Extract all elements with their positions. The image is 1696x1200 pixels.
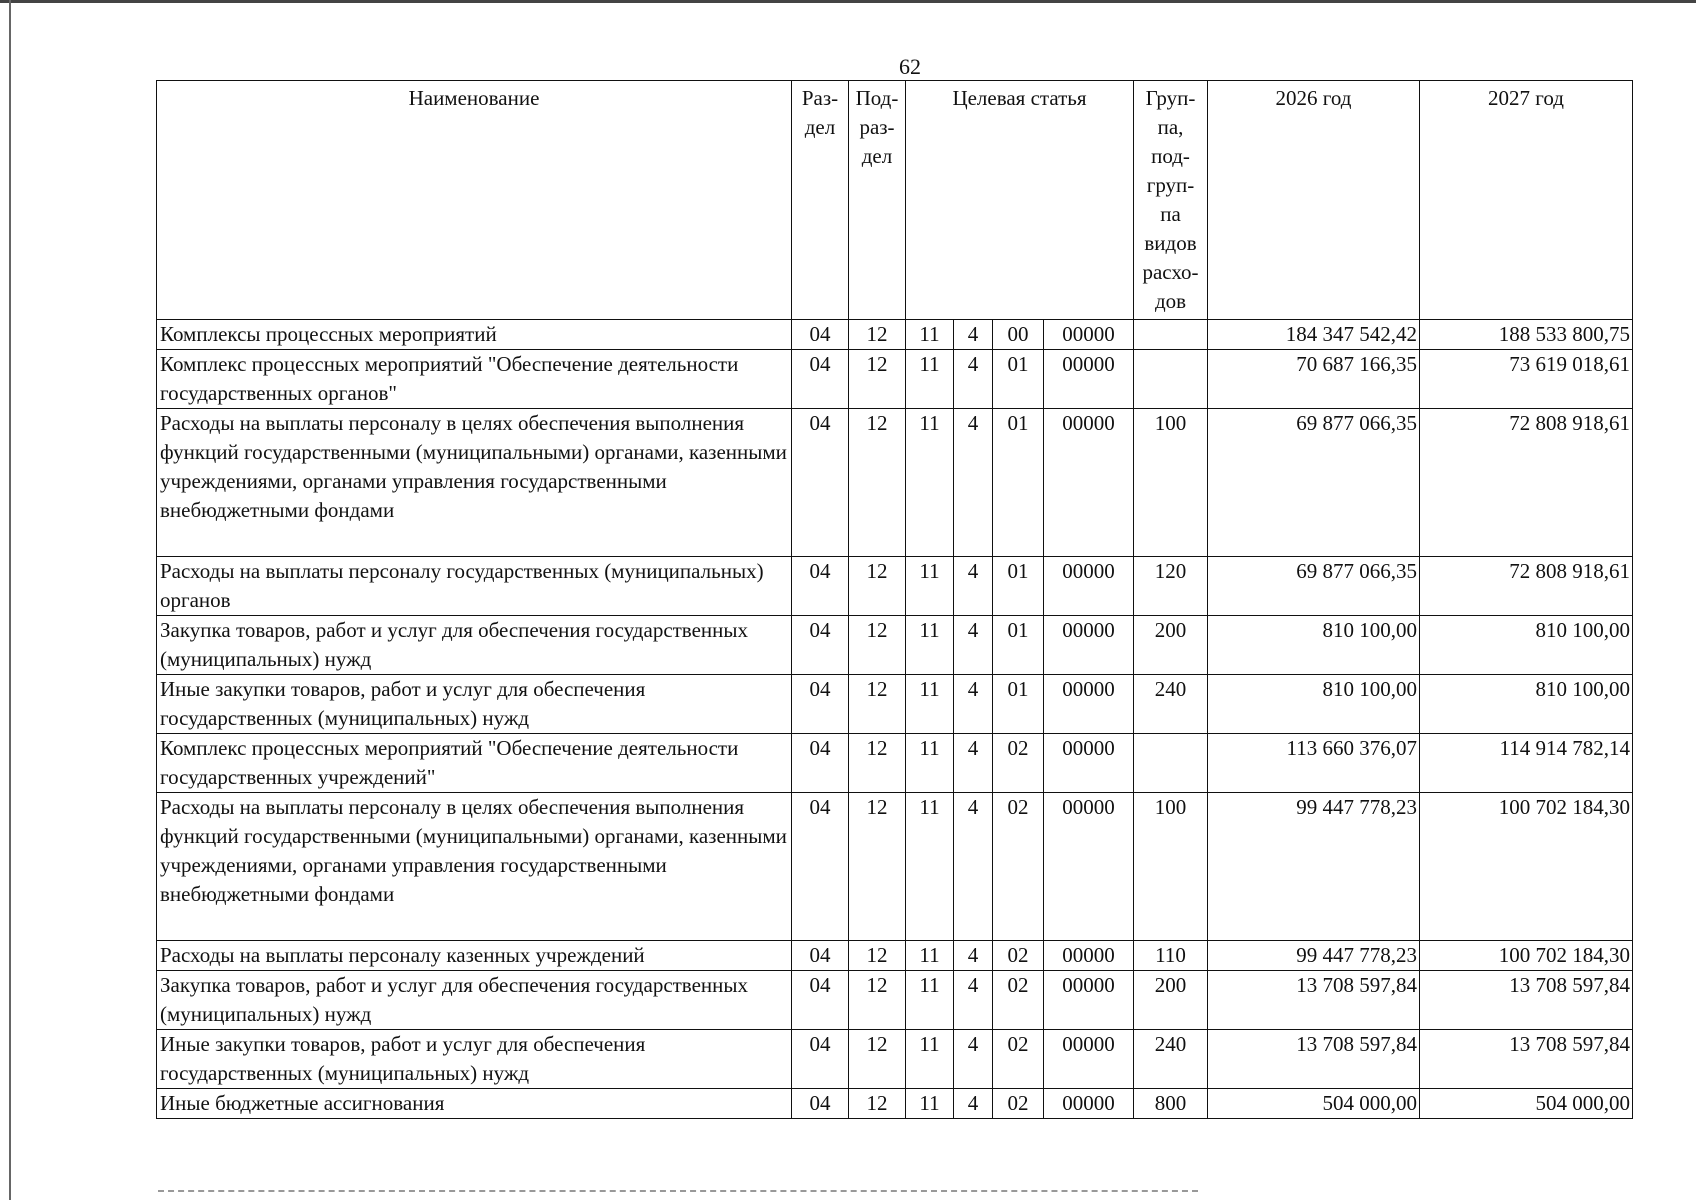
table-row xyxy=(157,350,1633,409)
row-name: Закупка товаров, работ и услуг для обеспечения государственных (муниципальных) нужд xyxy=(157,971,792,1030)
row-target-complex: 02 xyxy=(993,1089,1044,1119)
row-target-complex: 02 xyxy=(993,1030,1044,1089)
row-name: Комплекс процессных мероприятий "Обеспечение деятельности государственных органов" xyxy=(157,350,792,409)
row-subsection: 12 xyxy=(849,734,906,793)
row-section: 04 xyxy=(792,793,849,941)
row-target-complex: 02 xyxy=(993,971,1044,1030)
table-row xyxy=(157,793,1633,941)
row-amount-2026: 69 877 066,35 xyxy=(1208,409,1420,557)
row-target-direction: 00000 xyxy=(1044,409,1134,557)
header-row xyxy=(157,81,1633,320)
row-name: Комплекс процессных мероприятий "Обеспечение деятельности государственных учреждений" xyxy=(157,734,792,793)
row-subsection: 12 xyxy=(849,616,906,675)
row-amount-2027: 810 100,00 xyxy=(1420,675,1633,734)
row-target-program: 11 xyxy=(906,320,954,350)
row-amount-2026: 70 687 166,35 xyxy=(1208,350,1420,409)
row-target-direction: 00000 xyxy=(1044,320,1134,350)
row-group: 200 xyxy=(1134,616,1208,675)
row-section: 04 xyxy=(792,675,849,734)
row-amount-2027: 114 914 782,14 xyxy=(1420,734,1633,793)
row-target-type: 4 xyxy=(954,616,993,675)
row-subsection: 12 xyxy=(849,320,906,350)
row-target-type: 4 xyxy=(954,1030,993,1089)
header-subsection: Под-раз-дел xyxy=(849,81,906,320)
row-target-program: 11 xyxy=(906,409,954,557)
row-amount-2026: 69 877 066,35 xyxy=(1208,557,1420,616)
row-target-program: 11 xyxy=(906,1030,954,1089)
row-target-complex: 00 xyxy=(993,320,1044,350)
header-target: Целевая статья xyxy=(906,81,1134,320)
row-target-program: 11 xyxy=(906,734,954,793)
row-target-type: 4 xyxy=(954,409,993,557)
row-amount-2027: 13 708 597,84 xyxy=(1420,1030,1633,1089)
row-group: 800 xyxy=(1134,1089,1208,1119)
row-amount-2026: 184 347 542,42 xyxy=(1208,320,1420,350)
row-target-type: 4 xyxy=(954,734,993,793)
row-group: 120 xyxy=(1134,557,1208,616)
row-section: 04 xyxy=(792,941,849,971)
row-subsection: 12 xyxy=(849,1030,906,1089)
row-section: 04 xyxy=(792,616,849,675)
row-group xyxy=(1134,320,1208,350)
row-target-complex: 01 xyxy=(993,409,1044,557)
row-target-direction: 00000 xyxy=(1044,675,1134,734)
row-target-complex: 01 xyxy=(993,350,1044,409)
table-body xyxy=(157,320,1633,1119)
row-amount-2027: 72 808 918,61 xyxy=(1420,557,1633,616)
row-group: 200 xyxy=(1134,971,1208,1030)
table-row xyxy=(157,941,1633,971)
table-row xyxy=(157,675,1633,734)
row-section: 04 xyxy=(792,971,849,1030)
row-name: Иные закупки товаров, работ и услуг для обеспечения государственных (муниципальных) нужд xyxy=(157,1030,792,1089)
budget-table xyxy=(156,80,1633,1119)
row-target-program: 11 xyxy=(906,793,954,941)
row-group: 240 xyxy=(1134,1030,1208,1089)
row-target-complex: 02 xyxy=(993,941,1044,971)
row-amount-2026: 99 447 778,23 xyxy=(1208,941,1420,971)
row-target-type: 4 xyxy=(954,971,993,1030)
row-target-complex: 02 xyxy=(993,793,1044,941)
header-name: Наименование xyxy=(157,81,792,320)
row-target-type: 4 xyxy=(954,350,993,409)
row-section: 04 xyxy=(792,350,849,409)
row-amount-2026: 810 100,00 xyxy=(1208,616,1420,675)
row-target-complex: 02 xyxy=(993,734,1044,793)
table-row xyxy=(157,1030,1633,1089)
row-amount-2027: 100 702 184,30 xyxy=(1420,941,1633,971)
row-section: 04 xyxy=(792,409,849,557)
row-amount-2026: 810 100,00 xyxy=(1208,675,1420,734)
row-group xyxy=(1134,734,1208,793)
row-group: 100 xyxy=(1134,409,1208,557)
row-target-program: 11 xyxy=(906,616,954,675)
row-subsection: 12 xyxy=(849,941,906,971)
table-row xyxy=(157,616,1633,675)
row-target-type: 4 xyxy=(954,1089,993,1119)
row-subsection: 12 xyxy=(849,557,906,616)
row-subsection: 12 xyxy=(849,1089,906,1119)
row-amount-2027: 188 533 800,75 xyxy=(1420,320,1633,350)
row-amount-2026: 13 708 597,84 xyxy=(1208,971,1420,1030)
row-target-program: 11 xyxy=(906,941,954,971)
table-row xyxy=(157,971,1633,1030)
table-row xyxy=(157,734,1633,793)
row-name: Расходы на выплаты персоналу в целях обеспечения выполнения функций государственными (муниципальными) органами, казенными учреждениями, органами управления государственными внебюджетными фондами xyxy=(157,793,792,941)
row-amount-2027: 810 100,00 xyxy=(1420,616,1633,675)
header-year2: 2027 год xyxy=(1420,81,1633,320)
page-number: 62 xyxy=(899,54,921,79)
row-subsection: 12 xyxy=(849,675,906,734)
row-target-type: 4 xyxy=(954,793,993,941)
row-target-type: 4 xyxy=(954,557,993,616)
table-row xyxy=(157,1089,1633,1119)
row-target-program: 11 xyxy=(906,675,954,734)
row-target-complex: 01 xyxy=(993,675,1044,734)
scan-edge-left xyxy=(9,0,11,1200)
header-year1: 2026 год xyxy=(1208,81,1420,320)
row-group: 100 xyxy=(1134,793,1208,941)
row-target-direction: 00000 xyxy=(1044,971,1134,1030)
row-name: Иные закупки товаров, работ и услуг для обеспечения государственных (муниципальных) нужд xyxy=(157,675,792,734)
row-subsection: 12 xyxy=(849,350,906,409)
row-group: 110 xyxy=(1134,941,1208,971)
row-target-program: 11 xyxy=(906,971,954,1030)
row-target-program: 11 xyxy=(906,1089,954,1119)
row-amount-2026: 504 000,00 xyxy=(1208,1089,1420,1119)
row-subsection: 12 xyxy=(849,409,906,557)
scan-edge-bottom xyxy=(158,1190,1198,1192)
table-row xyxy=(157,409,1633,557)
row-section: 04 xyxy=(792,557,849,616)
row-amount-2027: 72 808 918,61 xyxy=(1420,409,1633,557)
row-target-complex: 01 xyxy=(993,557,1044,616)
row-amount-2026: 113 660 376,07 xyxy=(1208,734,1420,793)
row-amount-2027: 13 708 597,84 xyxy=(1420,971,1633,1030)
row-target-direction: 00000 xyxy=(1044,734,1134,793)
row-amount-2026: 99 447 778,23 xyxy=(1208,793,1420,941)
row-name: Расходы на выплаты персоналу в целях обеспечения выполнения функций государственными (муниципальными) органами, казенными учреждениями, органами управления государственными внебюджетными фондами xyxy=(157,409,792,557)
row-target-type: 4 xyxy=(954,675,993,734)
row-group xyxy=(1134,350,1208,409)
row-name: Закупка товаров, работ и услуг для обеспечения государственных (муниципальных) нужд xyxy=(157,616,792,675)
row-target-type: 4 xyxy=(954,320,993,350)
row-target-direction: 00000 xyxy=(1044,793,1134,941)
header-group: Груп-па, под-груп-па видов расхо-дов xyxy=(1134,81,1208,320)
row-target-direction: 00000 xyxy=(1044,616,1134,675)
header-section: Раз-дел xyxy=(792,81,849,320)
row-target-program: 11 xyxy=(906,557,954,616)
row-target-direction: 00000 xyxy=(1044,941,1134,971)
row-name: Расходы на выплаты персоналу казенных учреждений xyxy=(157,941,792,971)
row-group: 240 xyxy=(1134,675,1208,734)
row-target-direction: 00000 xyxy=(1044,1089,1134,1119)
row-subsection: 12 xyxy=(849,793,906,941)
row-section: 04 xyxy=(792,320,849,350)
row-name: Комплексы процессных мероприятий xyxy=(157,320,792,350)
row-target-type: 4 xyxy=(954,941,993,971)
row-target-direction: 00000 xyxy=(1044,557,1134,616)
row-amount-2026: 13 708 597,84 xyxy=(1208,1030,1420,1089)
row-amount-2027: 100 702 184,30 xyxy=(1420,793,1633,941)
row-subsection: 12 xyxy=(849,971,906,1030)
row-name: Расходы на выплаты персоналу государственных (муниципальных) органов xyxy=(157,557,792,616)
row-target-direction: 00000 xyxy=(1044,350,1134,409)
scan-edge-top xyxy=(0,0,1696,3)
row-section: 04 xyxy=(792,734,849,793)
table-row xyxy=(157,557,1633,616)
row-section: 04 xyxy=(792,1089,849,1119)
table-row xyxy=(157,320,1633,350)
row-name: Иные бюджетные ассигнования xyxy=(157,1089,792,1119)
row-target-complex: 01 xyxy=(993,616,1044,675)
row-target-direction: 00000 xyxy=(1044,1030,1134,1089)
row-amount-2027: 504 000,00 xyxy=(1420,1089,1633,1119)
row-target-program: 11 xyxy=(906,350,954,409)
row-section: 04 xyxy=(792,1030,849,1089)
row-amount-2027: 73 619 018,61 xyxy=(1420,350,1633,409)
